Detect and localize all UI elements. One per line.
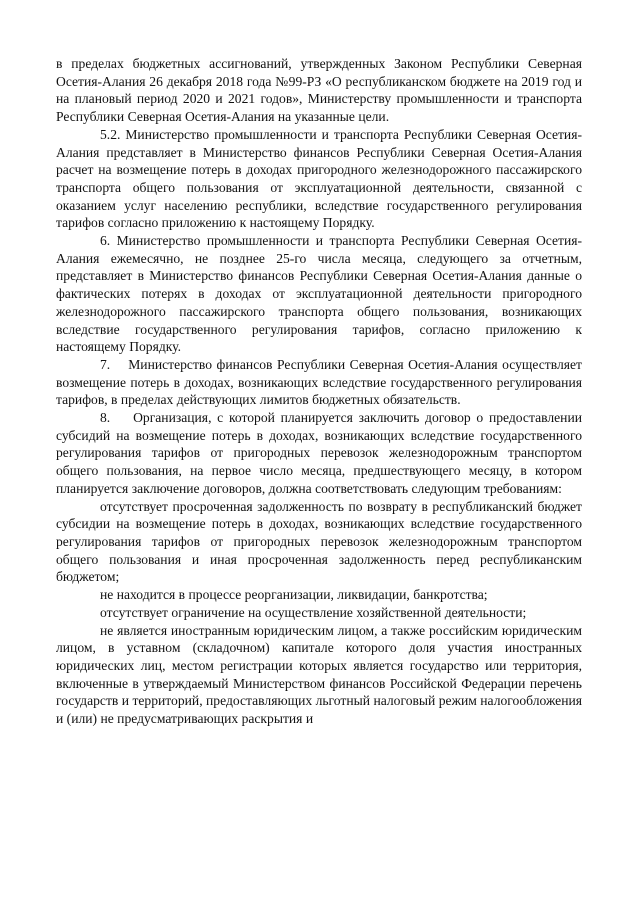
paragraph-6: 6. Министерство промышленности и транспорта Республики Северная Осетия-Алания ежемесячно, не позднее 25-го числа месяца, следующего за отчетным, представляет в Министерство финансов Республики Северная Осетия-Алания данные о фактических потерях в доходах от эксплуатационной деятельности пригородного железнодорожного пассажирского транспорта общего пользования, возникающих вследствие государственного регулирования тарифов, согласно приложению к настоящему Порядку.	[56, 233, 582, 355]
paragraph-5-2: 5.2. Министерство промышленности и транспорта Республики Северная Осетия-Алания представляет в Министерство финансов Республики Северная Осетия-Алания расчет на возмещение потерь в доходах пригородного железнодорожного пассажирского транспорта общего пользования от эксплуатационной деятельности, связанной с оказанием услуг населению республики, вследствие государственного регулирования тарифов согласно приложению к настоящему Порядку.	[56, 126, 582, 231]
paragraph-budget-allocations: в пределах бюджетных ассигнований, утвержденных Законом Республики Северная Осетия-Алания 26 декабря 2018 года №99-РЗ «О республиканском бюджете на 2019 год и на плановый период 2020 и 2021 годов», Министерству промышленности и транспорта Республики Северная Осетия-Алания на указанные цели.	[56, 56, 582, 125]
requirement-no-overdue-debt: отсутствует просроченная задолженность по возврату в республиканский бюджет субсидии на возмещение потерь в доходах, возникающих вследствие государственного регулирования тарифов от пригородных перевозок железнодорожным транспортом общего пользования и иная просроченная задолженность перед республиканским бюджетом;	[56, 498, 582, 585]
requirement-no-reorganization: не находится в процессе реорганизации, ликвидации, банкротства;	[100, 587, 488, 603]
paragraph-7: 7. Министерство финансов Республики Северная Осетия-Алания осуществляет возмещение потерь в доходах, возникающих вследствие государственного регулирования тарифов, в пределах действующих лимитов бюджетных обязательств.	[56, 356, 582, 408]
document-page	[56, 55, 582, 728]
paragraph-8: 8. Организация, с которой планируется заключить договор о предоставлении субсидий на возмещение потерь в доходах, возникающих вследствие государственного регулирования тарифов от пригородных перевозок железнодорожным транспортом общего пользования, на первое число месяца, предшествующего месяцу, в котором планируется заключение договоров, должна соответствовать следующим требованиям:	[56, 410, 582, 496]
requirement-no-restriction: отсутствует ограничение на осуществление хозяйственной деятельности;	[100, 604, 527, 620]
requirement-not-foreign-entity: не является иностранным юридическим лицом, а также российским юридическим лицом, в уставном (складочном) капитале которого доля участия иностранных юридических лиц, местом регистрации которых является государство или территория, включенные в утверждаемый Министерством финансов Российской Федерации перечень государств и территорий, предоставляющих льготный налоговый режим налогообложения и (или) не предусматривающих раскрытия и	[56, 622, 582, 727]
